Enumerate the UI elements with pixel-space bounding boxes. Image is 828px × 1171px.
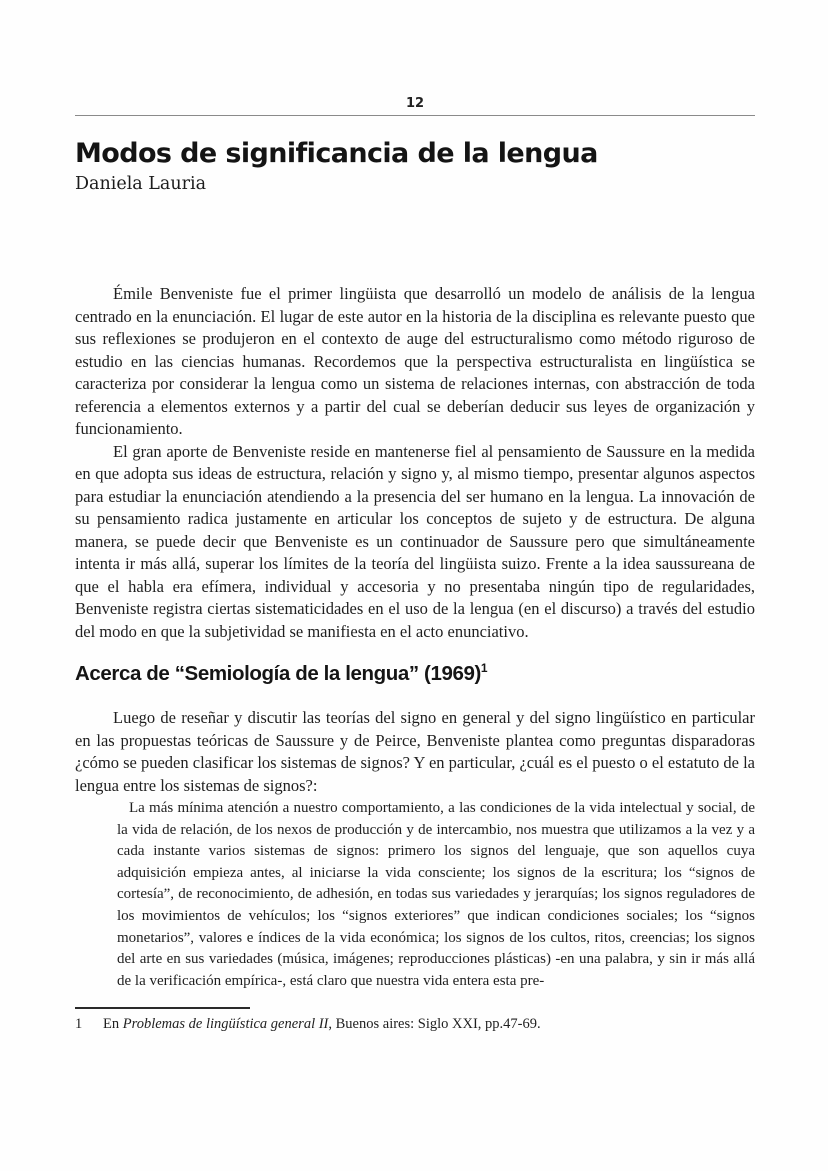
header-rule bbox=[75, 115, 755, 116]
chapter-title: Modos de significancia de la lengua bbox=[75, 138, 598, 169]
footnote-rule bbox=[75, 1007, 250, 1009]
chapter-author: Daniela Lauria bbox=[75, 174, 207, 194]
footnote-item bbox=[75, 1015, 755, 1034]
footnote-text-suffix: , Buenos aires: Siglo XXI, pp.47-69. bbox=[328, 1016, 541, 1033]
section-heading bbox=[75, 662, 755, 686]
body-content bbox=[75, 283, 755, 992]
block-quote: La más mínima atención a nuestro comportamiento, a las condiciones de la vida intelectual y social, de la vida de relación, de los nexos de producción y de intercambio, nos muestra que utilizamos a la vez y a cada instante varios sistemas de signos: primero los signos del lenguaje, que son aquellos cuya adquisición empieza antes, al iniciarse la vida consciente; los signos de la escritura; los “signos de cortesía”, de reconocimiento, de adhesión, en todas sus variedades y jerarquías; los signos reguladores de los movimientos de vehículos; los “signos exteriores” que indican condiciones sociales; los “signos monetarios”, valores e índices de la vida económica; los signos de los cultos, ritos, creencias; los signos del arte en sus variedades (música, imágenes; reproducciones plásticas) -en una palabra, y sin ir más allá de la verificación empírica-, está claro que nuestra vida entera esta pre- bbox=[117, 800, 755, 989]
body-paragraph-2: El gran aporte de Benveniste reside en mantenerse fiel al pensamiento de Saussure en la medida en que adopta sus ideas de estructura, relación y signo y, al mismo tiempo, presentar algunos aspectos para estudiar la enunciación atendiendo a la presencia del ser humano en la lengua. La innovación de su pensamiento radica justamente en articular los conceptos de sujeto y de estructura. De alguna manera, se puede decir que Benveniste es un continuador de Saussure pero que simultáneamente intenta ir más allá, superar los límites de la teoría del lingüista suizo. Frente a la idea saussureana de que el habla era efímera, individual y accesoria y no presentaba ningún tipo de regularidades, Benveniste registra ciertas sistematicidades en el uso de la lengua (en el discurso) a través del estudio del modo en que la subjetividad se manifiesta en el acto enunciativo. bbox=[75, 441, 755, 641]
footnote-reference-marker: 1 bbox=[480, 661, 488, 676]
footnote-book-title: Problemas de lingüística general II bbox=[122, 1016, 329, 1033]
page-number: 12 bbox=[405, 96, 425, 111]
footnote-area bbox=[75, 1007, 755, 1034]
section-paragraph: Luego de reseñar y discutir las teorías del signo en general y del signo lingüístico en particular en las propuestas teóricas de Saussure y de Peirce, Benveniste plantea como preguntas disparadoras ¿cómo se pueden clasificar los sistemas de signos? Y en particular, ¿cuál es el puesto o el estatuto de la lengua entre los sistemas de signos?: bbox=[75, 708, 755, 795]
section-heading-text: Acerca de “Semiología de la lengua” (1969) bbox=[75, 662, 481, 685]
footnote-number: 1 bbox=[75, 1016, 83, 1033]
body-paragraph-1: Émile Benveniste fue el primer lingüista que desarrolló un modelo de análisis de la lengua centrado en la enunciación. El lugar de este autor en la historia de la disciplina es relevante puesto que sus reflexiones se produjeron en el contexto de auge del estructuralismo como método riguroso de estudio en las ciencias humanas. Recordemos que la perspectiva estructuralista en lingüística se caracteriza por considerar la lengua como un sistema de relaciones internas, con abstracción de toda referencia a elementos externos y a partir del cual se deberían deducir sus leyes de organización y funcionamiento. bbox=[75, 284, 755, 438]
page-header bbox=[75, 97, 755, 116]
footnote-text-prefix: En bbox=[103, 1016, 123, 1033]
